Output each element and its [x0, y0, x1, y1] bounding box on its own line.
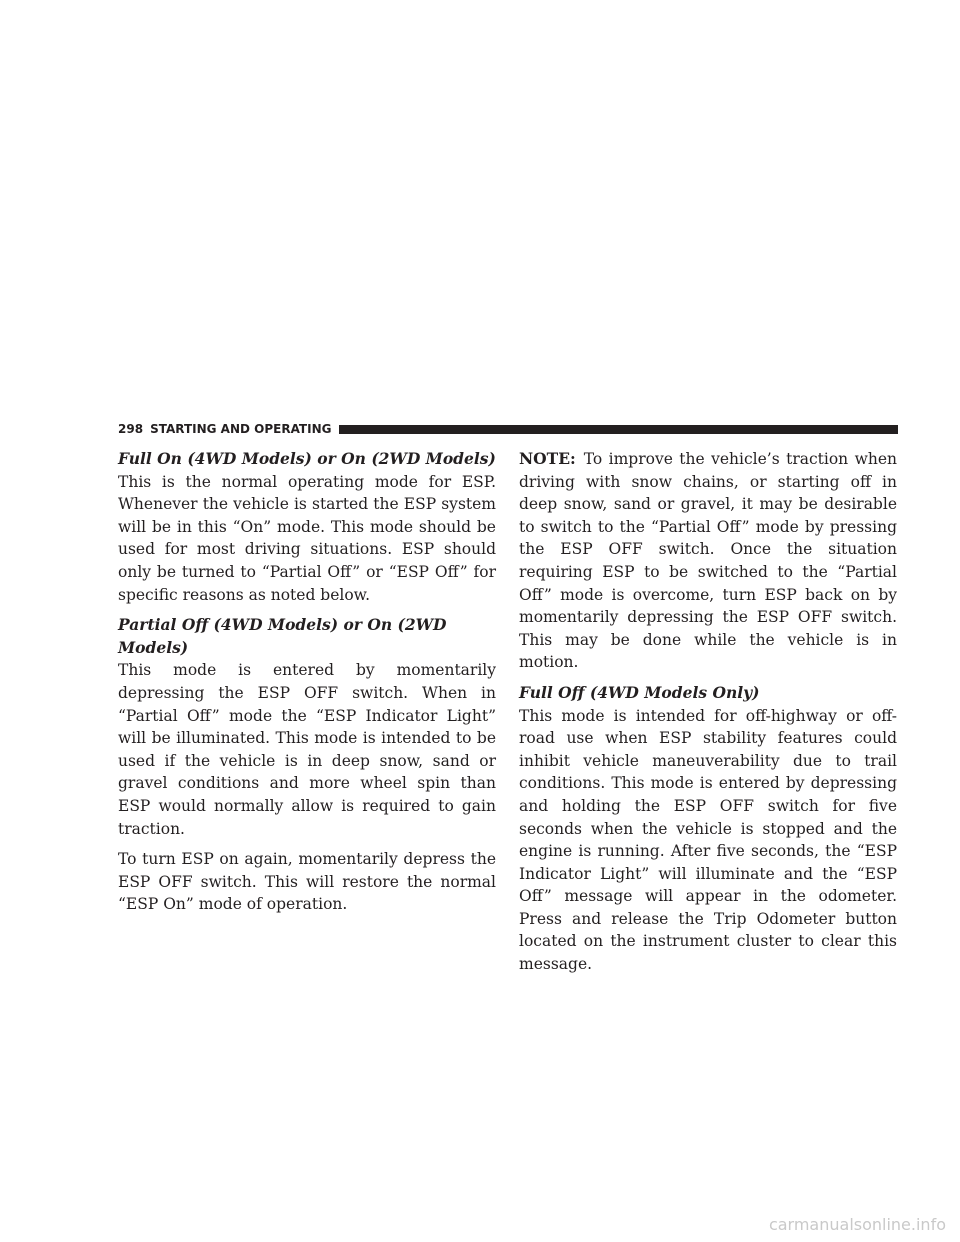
- heading-full-on: Full On (4WD Models) or On (2WD Models): [118, 449, 496, 468]
- paragraph-full-on: This is the normal operating mode for ESP. Whenever the vehicle is started the ESP system will be in this “On” mode. This mode should be used for most driving situations. ESP should only be turned to “Partial Off” or “ESP Off” for specific reasons as noted below.: [118, 472, 496, 604]
- page-number: 298: [118, 422, 144, 436]
- paragraph-partial-off: This mode is entered by momentarily depressing the ESP OFF switch. When in “Partial Off” mode the “ESP Indicator Light” will be illuminated. This mode is intended to be used if the vehicle is in deep snow, sand or gravel conditions and more wheel spin than ESP would normally allow is required to gain traction.: [118, 661, 496, 838]
- paragraph-turn-on: To turn ESP on again, momentarily depress the ESP OFF switch. This will restore the normal “ESP On” mode of operation.: [118, 850, 496, 914]
- heading-partial-off: Partial Off (4WD Models) or On (2WD Models): [118, 615, 447, 657]
- section-title: STARTING AND OPERATING: [150, 422, 332, 436]
- page-header: [118, 422, 898, 436]
- note-paragraph: [519, 448, 897, 674]
- note-label: NOTE:: [519, 449, 576, 468]
- watermark: carmanualsonline.info: [768, 1215, 946, 1234]
- left-column: [118, 448, 496, 916]
- note-text: To improve the vehicle’s traction when driving with snow chains, or starting off in deep snow, sand or gravel, it may be desirable to switch to the “Partial Off” mode by pressing the ESP OFF switch. Once the situation requiring ESP to be switched to the “Partial Off” mode is overcome, turn ESP back on by momentarily depressing the ESP OFF switch. This may be done while the vehicle is in motion.: [519, 450, 897, 672]
- paragraph-full-off: This mode is intended for off-highway or off-road use when ESP stability features could inhibit vehicle maneuverability due to trail conditions. This mode is entered by depressing and holding the ESP OFF switch for five seconds when the vehicle is stopped and the engine is running. After five seconds, the “ESP Indicator Light” will illuminate and the “ESP Off” message will appear in the odometer. Press and release the Trip Odometer button located on the instrument cluster to clear this message.: [519, 706, 897, 974]
- header-rule: [339, 425, 898, 434]
- right-column: [519, 448, 897, 976]
- heading-full-off: Full Off (4WD Models Only): [519, 682, 760, 702]
